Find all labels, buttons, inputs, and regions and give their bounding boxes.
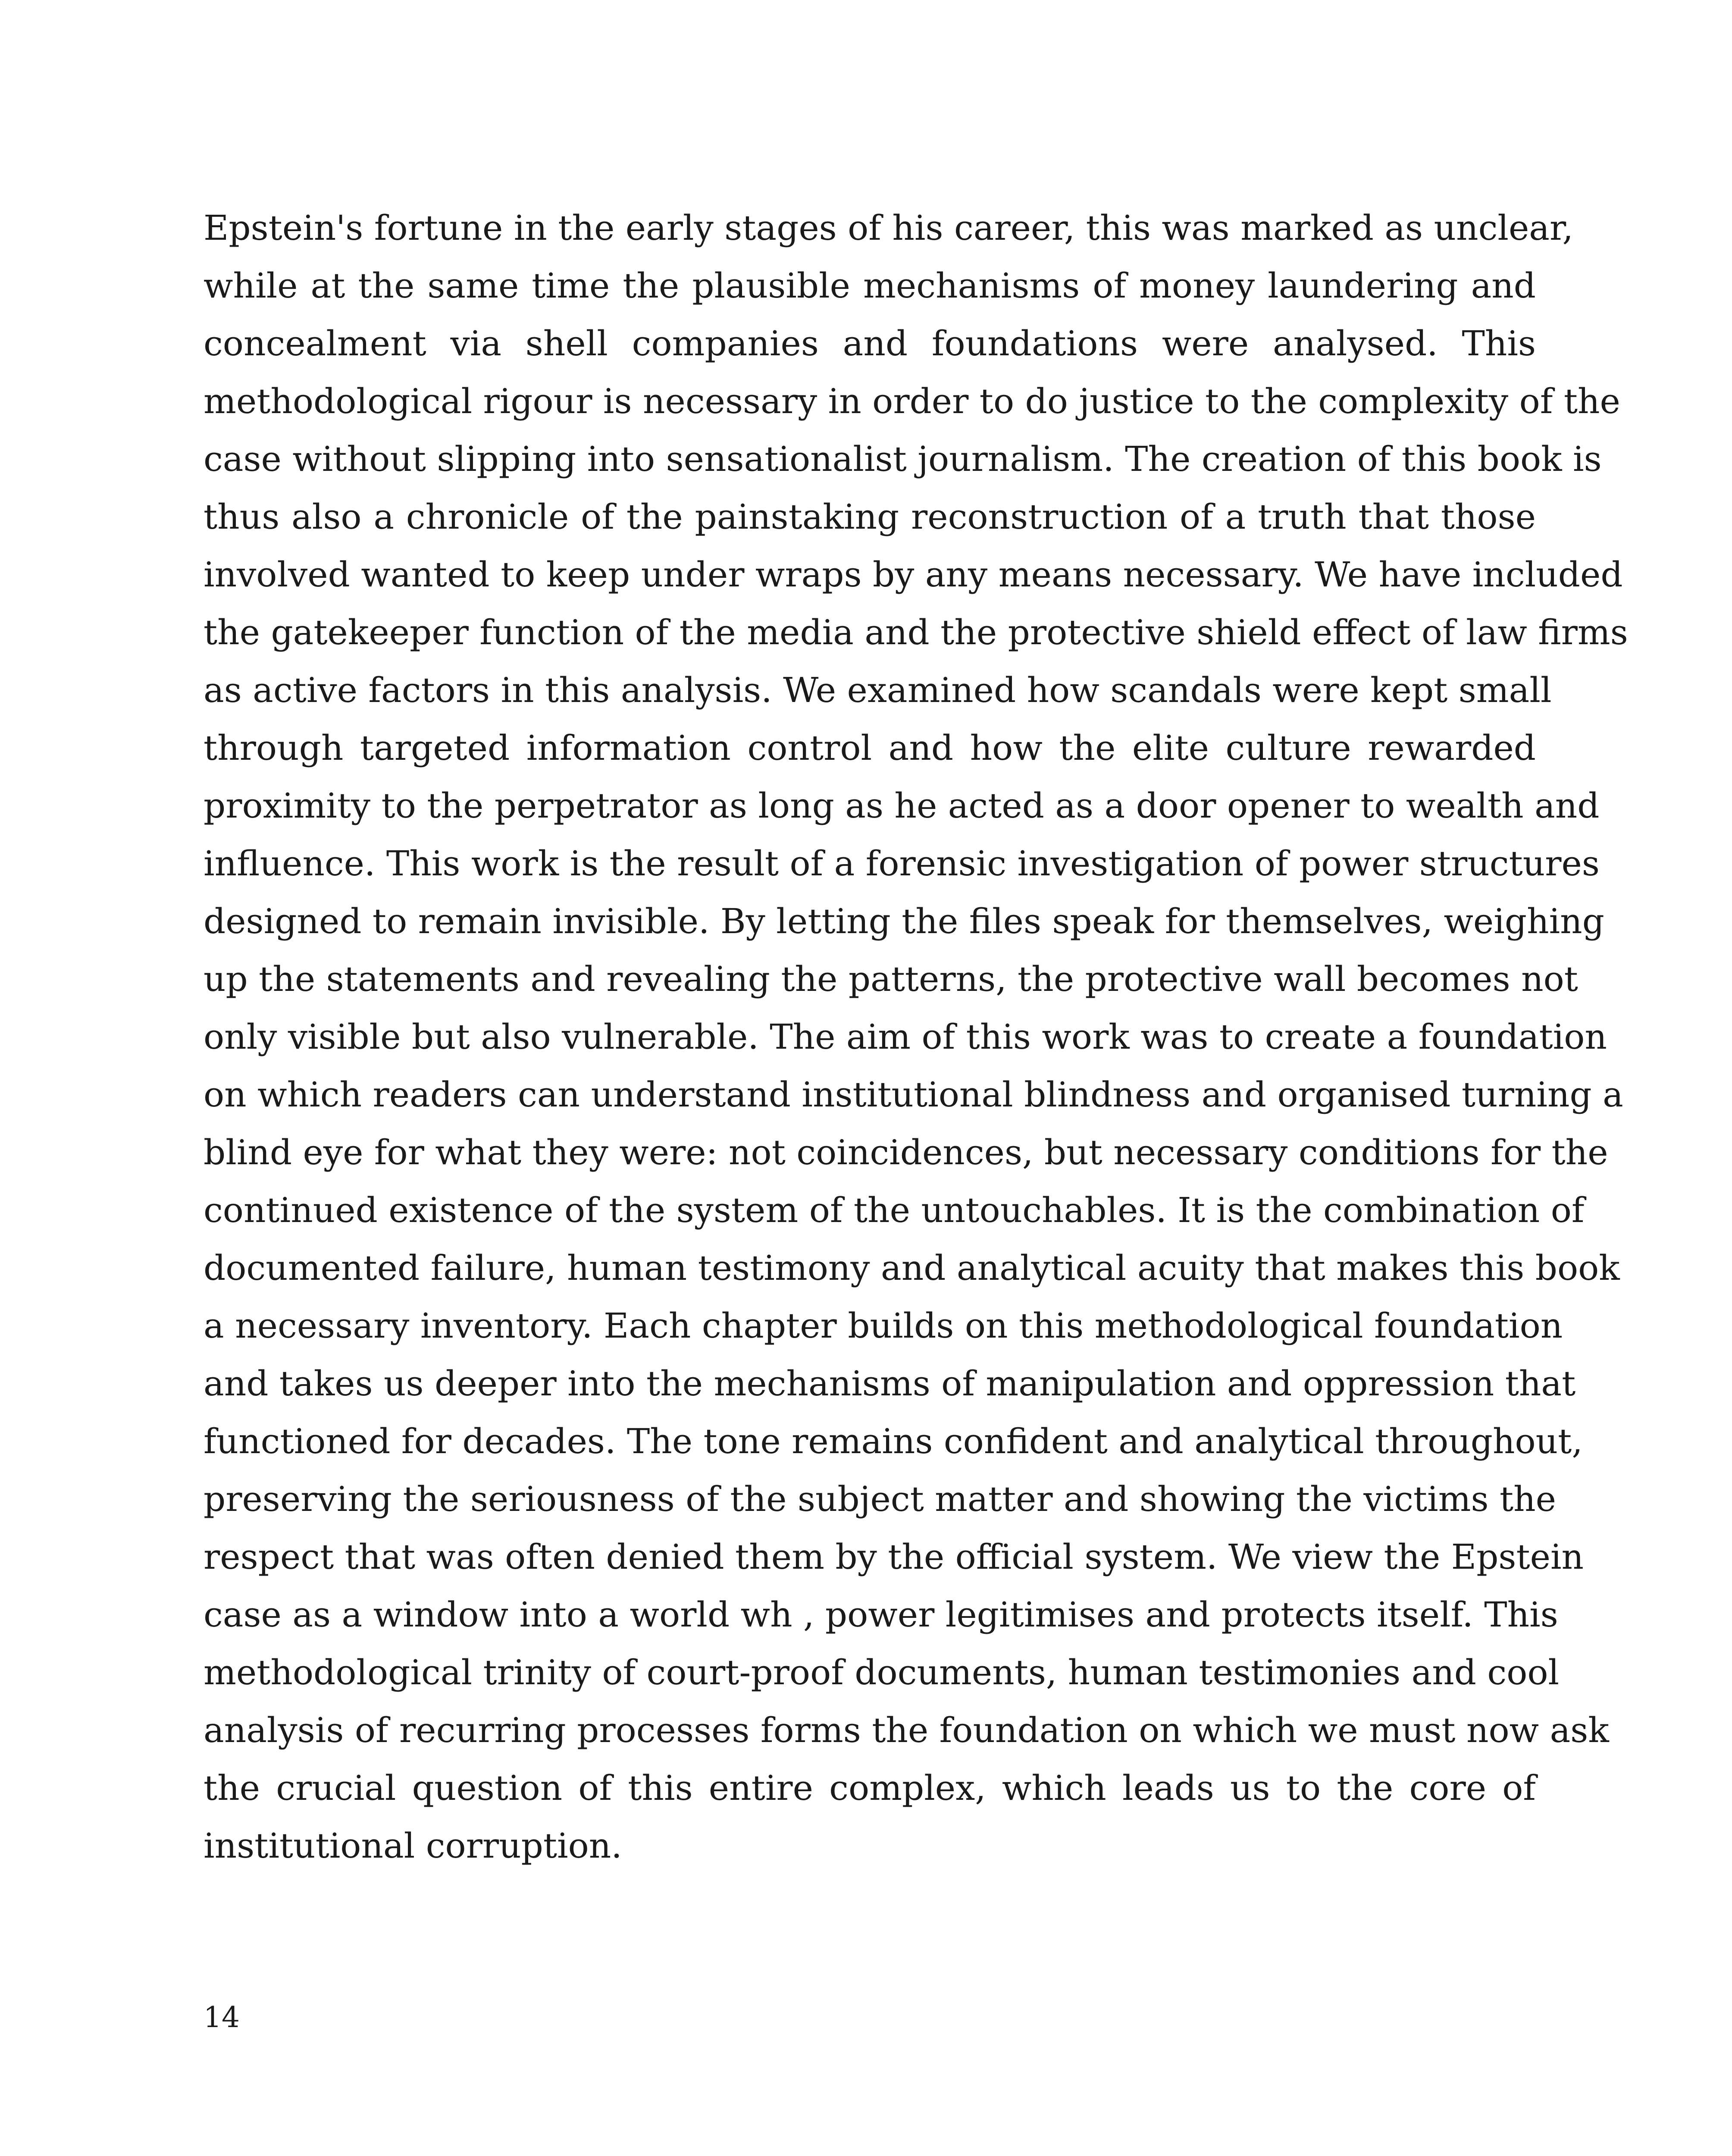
- text-line: the crucial question of this entire complex, which leads us to the core of: [204, 1768, 1536, 1808]
- text-line: the gatekeeper function of the media and the protective shield effect of law firms: [204, 612, 1628, 652]
- text-line: institutional corruption.: [204, 1826, 622, 1866]
- text-line: a necessary inventory. Each chapter builds on this methodological foundation: [204, 1306, 1563, 1346]
- text-line: preserving the seriousness of the subject matter and showing the victims the: [204, 1479, 1556, 1519]
- text-line: proximity to the perpetrator as long as he acted as a door opener to wealth and: [204, 786, 1600, 826]
- text-line: analysis of recurring processes forms the foundation on which we must now ask: [204, 1710, 1609, 1750]
- text-line: methodological rigour is necessary in order to do justice to the complexity of the: [204, 381, 1620, 421]
- text-line: designed to remain invisible. By letting the files speak for themselves, weighing: [204, 901, 1604, 941]
- text-line: influence. This work is the result of a forensic investigation of power structures: [204, 843, 1600, 884]
- text-line: functioned for decades. The tone remains confident and analytical throughout,: [204, 1421, 1583, 1461]
- text-line: involved wanted to keep under wraps by any means necessary. We have included: [204, 555, 1623, 595]
- text-line: case without slipping into sensationalist journalism. The creation of this book is: [204, 439, 1602, 479]
- text-line: only visible but also vulnerable. The aim of this work was to create a foundation: [204, 1017, 1607, 1057]
- text-line: blind eye for what they were: not coincidences, but necessary conditions for the: [204, 1132, 1608, 1172]
- text-line: continued existence of the system of the untouchables. It is the combination of: [204, 1190, 1585, 1230]
- text-line: concealment via shell companies and foundations were analysed. This: [204, 323, 1536, 364]
- text-line: thus also a chronicle of the painstaking reconstruction of a truth that those: [204, 497, 1536, 537]
- text-line: while at the same time the plausible mechanisms of money laundering and: [204, 266, 1536, 306]
- body-paragraph: [204, 199, 1628, 1875]
- text-line: and takes us deeper into the mechanisms of manipulation and oppression that: [204, 1363, 1576, 1404]
- text-line: methodological trinity of court-proof documents, human testimonies and cool: [204, 1652, 1560, 1692]
- text-line: up the statements and revealing the patterns, the protective wall becomes not: [204, 959, 1578, 999]
- text-line: on which readers can understand institutional blindness and organised turning a: [204, 1075, 1623, 1115]
- page-number: 14: [204, 2001, 240, 2034]
- text-line: case as a window into a world wh , power legitimises and protects itself. This: [204, 1595, 1558, 1635]
- text-line: documented failure, human testimony and analytical acuity that makes this book: [204, 1248, 1620, 1288]
- text-line: through targeted information control and how the elite culture rewarded: [204, 728, 1536, 768]
- text-line: as active factors in this analysis. We examined how scandals were kept small: [204, 670, 1552, 710]
- text-line: respect that was often denied them by the official system. We view the Epstein: [204, 1537, 1584, 1577]
- text-line: Epstein's fortune in the early stages of his career, this was marked as unclear,: [204, 208, 1573, 248]
